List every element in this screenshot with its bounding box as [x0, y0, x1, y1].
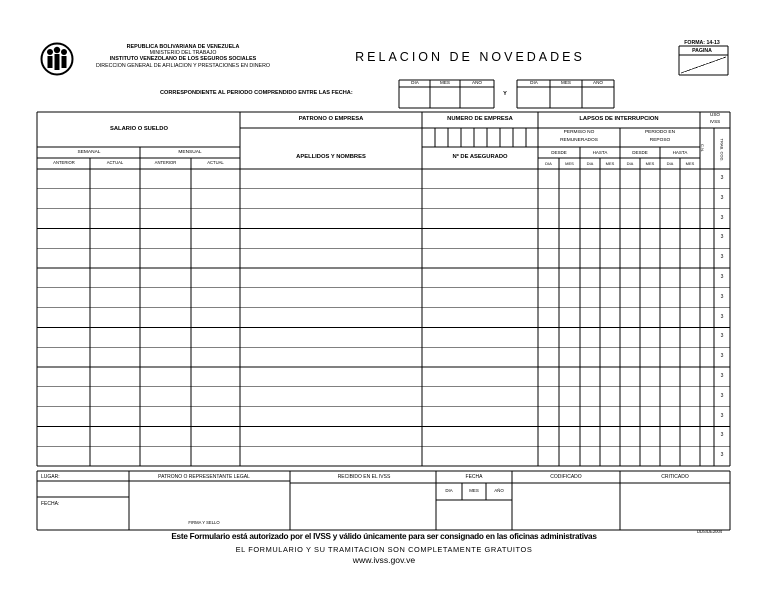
row-mark: 3 [720, 333, 724, 340]
row-mark: 3 [720, 293, 724, 300]
insured-number-header: Nº DE ASEGURADO [452, 154, 508, 160]
country-name: REPUBLICA BOLIVARIANA DE VENEZUELA [126, 44, 240, 50]
free-note: EL FORMULARIO Y SU TRAMITACION SON COMPLETAMENTE GRATUITOS [235, 545, 533, 554]
row-mark: 3 [720, 214, 724, 221]
ivss-use-header-2: IVSS [709, 119, 721, 124]
row-mark: 3 [720, 254, 724, 261]
month-header: MES [565, 161, 574, 166]
weekly-previous-header: ANTERIOR [53, 160, 75, 165]
footer-day-label: DIA [445, 488, 453, 493]
date1-year-label: AÑO [472, 80, 482, 85]
row-mark: 3 [720, 234, 724, 241]
trab-cod-header: TRAB. COD. [719, 138, 725, 162]
rest-period-header-2: REPOSO [649, 138, 671, 143]
row-mark: 3 [720, 372, 724, 379]
unpaid-leave-header-1: PERMISO NO [563, 130, 595, 135]
month-header: MES [685, 161, 695, 166]
company-number-header: NUMERO DE EMPRESA [447, 116, 513, 122]
monthly-previous-header: ANTERIOR [154, 160, 177, 165]
row-mark: 3 [720, 174, 724, 181]
unpaid-to-header: HASTA [592, 150, 608, 155]
form-code: FORMA: 14-13 [684, 40, 720, 46]
direction-name: DIRECCION GENERAL DE AFILIACION Y PRESTACIONES EN DINERO [95, 63, 271, 69]
unpaid-from-header: DESDE [551, 150, 567, 155]
rest-period-header-1: PERIODO EN [644, 130, 676, 135]
ivss-use-header-1: USO [710, 112, 720, 117]
interruptions-header: LAPSOS DE INTERRUPCION [579, 116, 659, 122]
row-mark: 3 [720, 412, 724, 419]
form-title: RELACION DE NOVEDADES [355, 50, 585, 64]
fecha-label: FECHA [465, 474, 483, 480]
row-mark: 3 [720, 194, 724, 201]
row-mark: 3 [720, 432, 724, 439]
and-label: Y [503, 91, 507, 97]
place-label: LUGAR: [41, 474, 60, 480]
employer-header: PATRONO O EMPRESA [298, 116, 364, 122]
period-label: CORRESPONDIENTE AL PERIODO COMPRENDIDO ENTRE LAS FECHA: [160, 90, 353, 96]
month-header: MES [645, 161, 655, 166]
day-header: DIA [626, 161, 634, 166]
footer-year-label: AÑO [494, 488, 504, 493]
row-mark: 3 [720, 452, 724, 459]
website-link[interactable]: www.ivss.gov.ve [352, 555, 416, 565]
page-label: PAGINA [692, 48, 712, 54]
row-mark: 3 [720, 273, 724, 280]
coded-label: CODIFICADO [550, 474, 582, 480]
date1-month-label: MES [440, 80, 450, 85]
authorization-note: Este Formulario está autorizado por el IVSS y válido únicamente para ser consignado en las oficinas administrativas [171, 532, 597, 541]
date1-day-label: DIA [411, 80, 419, 85]
date2-day-label: DIA [530, 80, 538, 85]
criticized-label: CRITICADO [661, 474, 689, 480]
date2-year-label: AÑO [593, 80, 603, 85]
day-header: DIA [545, 161, 552, 166]
ministry-name: MINISTERIO DEL TRABAJO [149, 50, 217, 56]
row-mark: 3 [720, 313, 724, 320]
footer-month-label: MES [469, 488, 479, 493]
weekly-header: SEMANAL [77, 150, 101, 155]
names-header: APELLIDOS Y NOMBRES [296, 154, 366, 160]
signature-label: FIRMA Y SELLO [188, 520, 220, 525]
received-label: RECIBIDO EN EL IVSS [337, 474, 391, 480]
salary-header: SALARIO O SUELDO [110, 126, 168, 132]
weekly-current-header: ACTUAL [106, 160, 124, 165]
date2-month-label: MES [561, 80, 571, 85]
rest-to-header: HASTA [672, 150, 688, 155]
day-header: DIA [586, 161, 594, 166]
cn-header: C.N. [700, 144, 705, 152]
institute-name: INSTITUTO VENEZOLANO DE LOS SEGUROS SOCIALES [109, 56, 257, 62]
monthly-header: MENSUAL [178, 150, 202, 155]
row-mark: 3 [720, 353, 724, 360]
employer-rep-label: PATRONO O REPRESENTANTE LEGAL [158, 474, 250, 480]
rest-from-header: DESDE [632, 150, 648, 155]
month-header: MES [605, 161, 615, 166]
monthly-current-header: ACTUAL [207, 160, 224, 165]
day-header: DIA [666, 161, 674, 166]
row-mark: 3 [720, 392, 724, 399]
unpaid-leave-header-2: REMUNERADOS [560, 138, 598, 143]
doc-code: DDS/DE2004 [697, 529, 723, 534]
date-label: FECHA: [41, 501, 60, 507]
